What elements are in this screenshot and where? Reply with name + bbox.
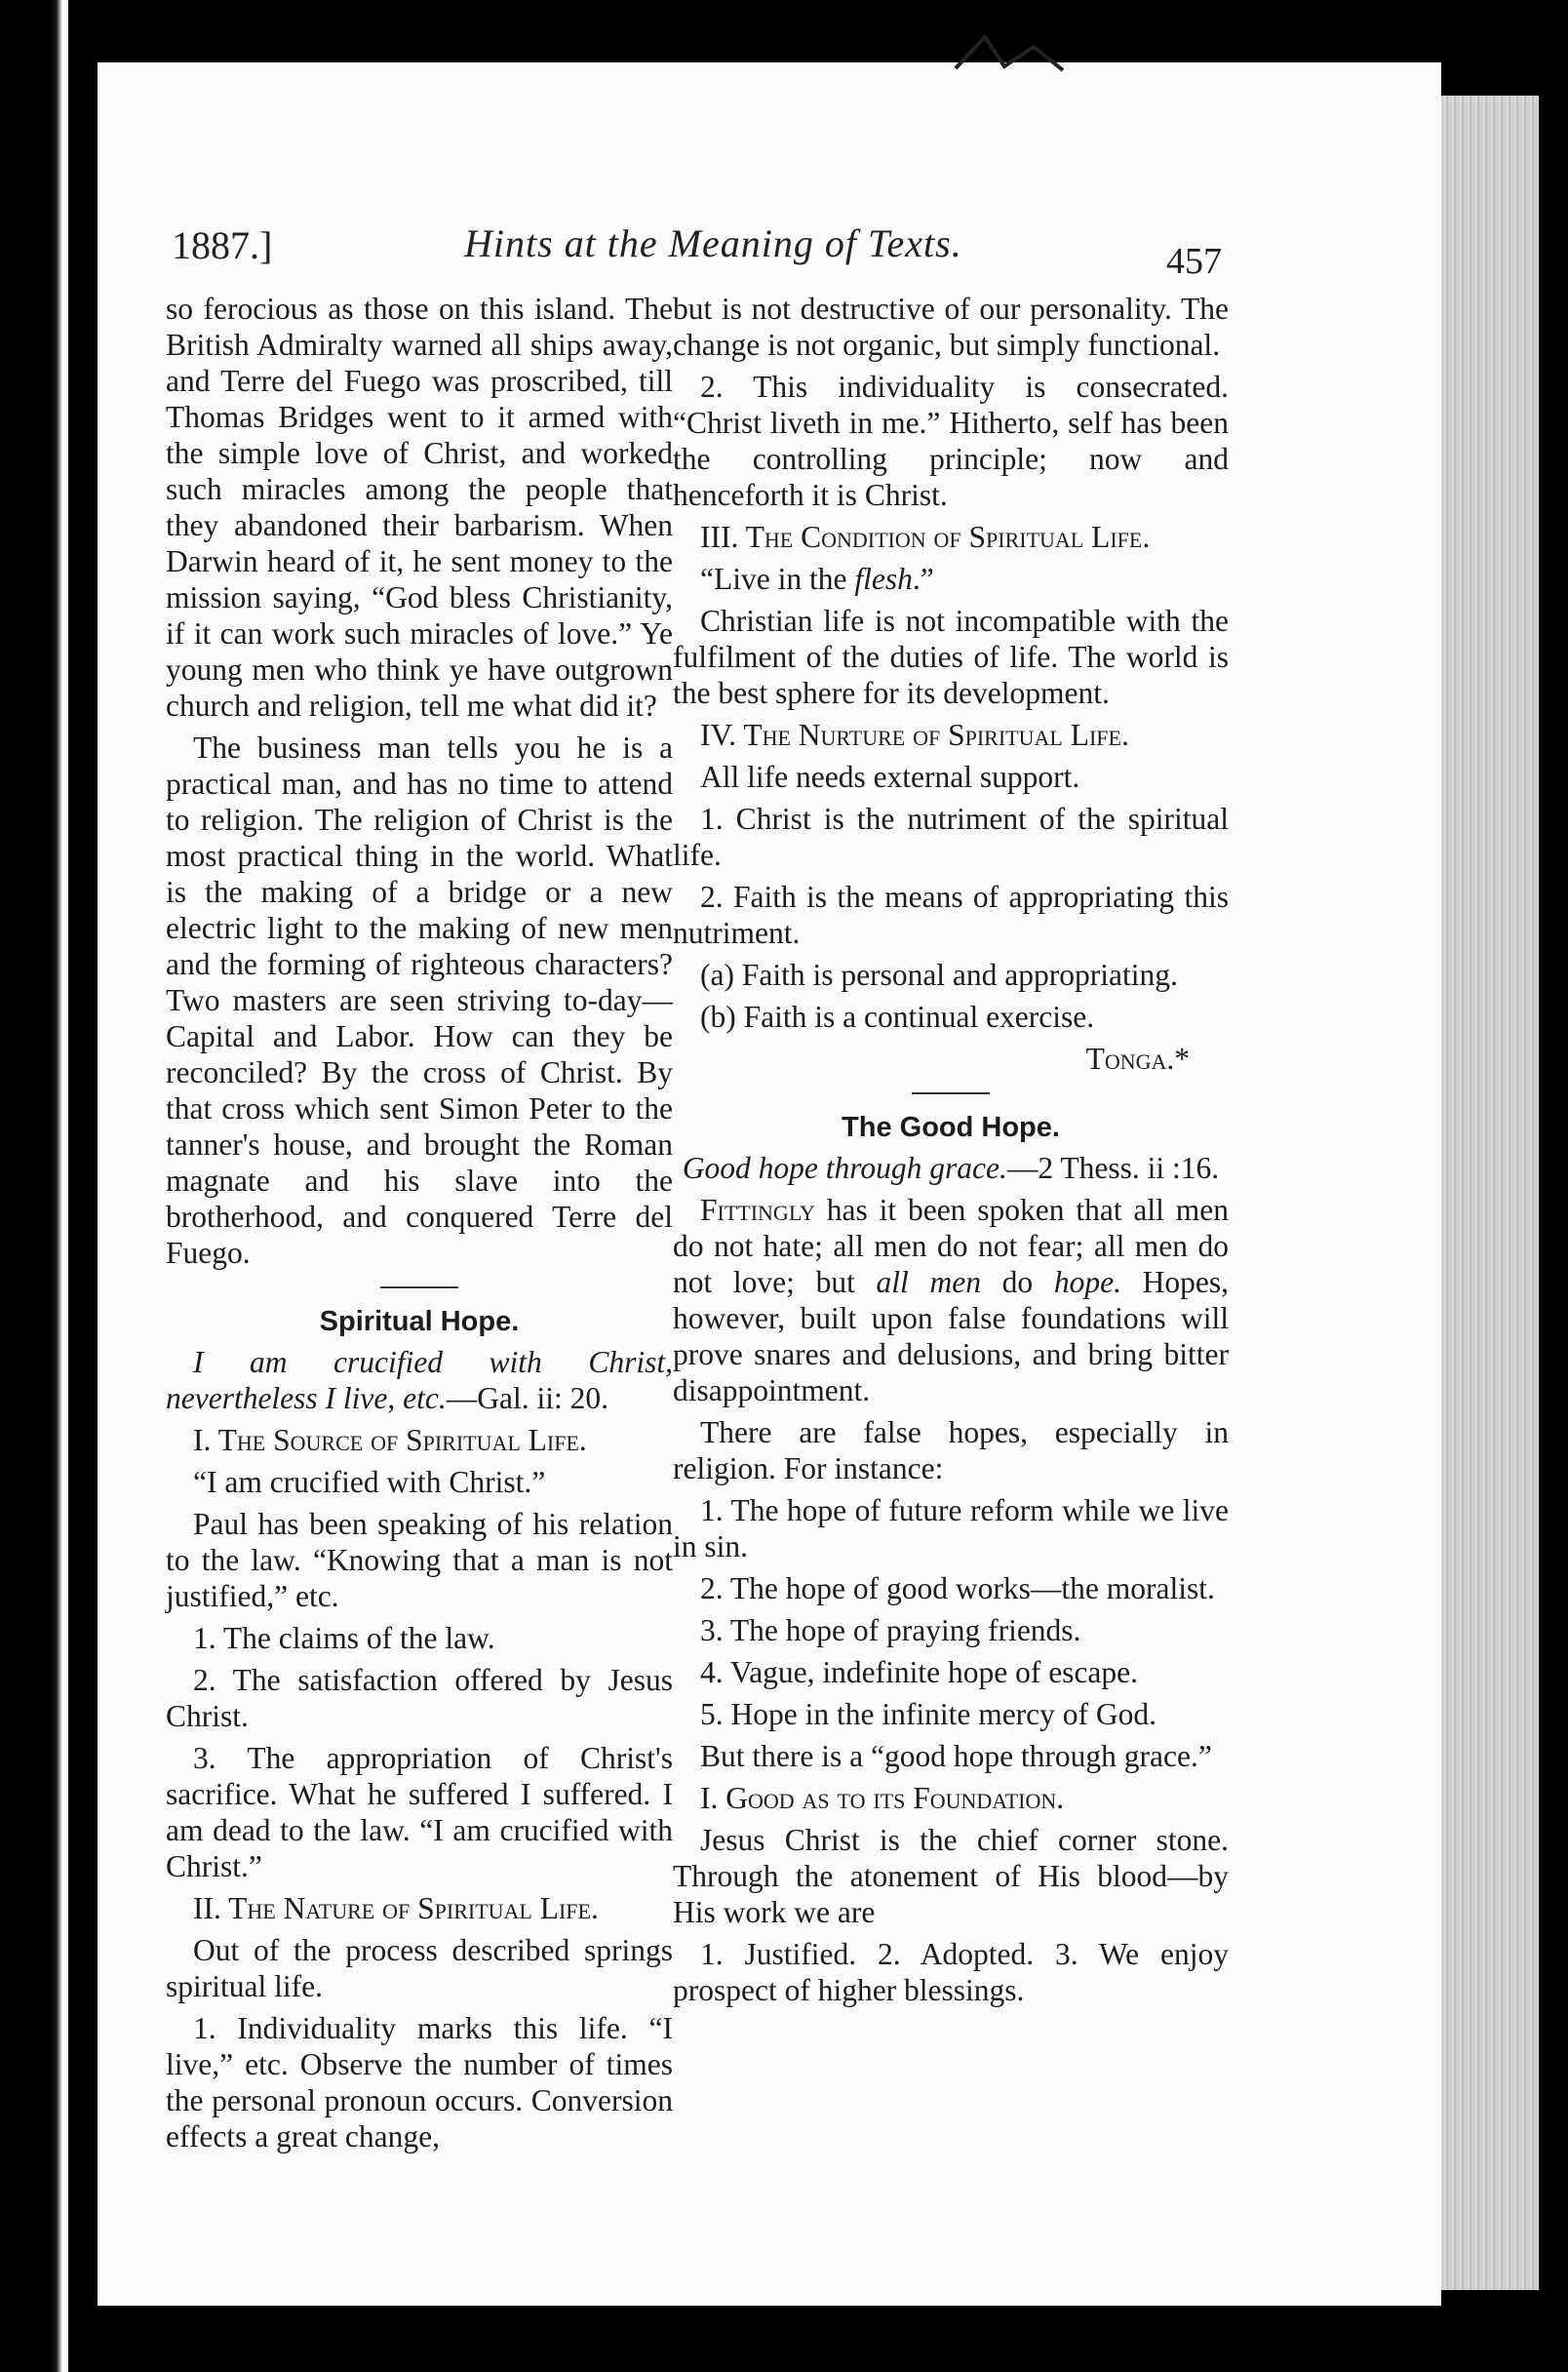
scan-smudge	[946, 29, 1141, 78]
scripture-text: Good hope through grace.	[682, 1151, 1007, 1185]
emphasis: hope.	[1053, 1265, 1121, 1299]
scripture-text: I am crucified with Christ, nevertheless I live, etc.	[166, 1345, 673, 1415]
page-edges	[1441, 96, 1539, 2290]
list-item: 1. Individuality marks this life. “I live,” etc. Observe the number of times the personal pronoun occurs. Conversion effects a great change,	[166, 2011, 673, 2154]
paragraph: but is not destructive of our personality. The change is not organic, but simply functional.	[673, 292, 1229, 362]
quote-start: “Live in the	[700, 562, 855, 596]
page-number: 457	[1166, 241, 1222, 282]
paragraph: The business man tells you he is a practical man, and has no time to attend to religion. The religion of Christ is the most practical thing in the world. What is the making of a bridge or a new electric light to the making of new men and the forming of righteous characters? Two masters are seen striving to-day—Capital and Labor. How can they be reconciled? By the cross of Christ. By that cross which sent Simon Peter to the tanner's house, and brought the Roman magnate and his slave into the brotherhood, and conquered Terre del Fuego.	[166, 731, 673, 1270]
right-column	[673, 291, 1229, 2014]
section-divider	[912, 1092, 990, 1094]
header-year: 1887.]	[172, 223, 273, 267]
list-item: 1. The claims of the law.	[193, 1621, 495, 1655]
running-header	[172, 217, 1244, 285]
paragraph: Out of the process described springs spiritual life.	[166, 1933, 673, 2003]
scripture-reference	[166, 1344, 673, 1416]
paragraph	[673, 1192, 1229, 1408]
quote-line	[673, 561, 1229, 597]
outline-heading: I. Good as to its Foundation.	[700, 1781, 1065, 1815]
paragraph: Jesus Christ is the chief corner stone. Through the atonement of His blood—by His work we are	[673, 1823, 1229, 1929]
left-column	[166, 291, 673, 2160]
emphasis: all men	[876, 1265, 981, 1299]
lead-word: Fittingly	[700, 1193, 815, 1227]
text-run: has it been spoken that all men do not hate; all men do not fear; all men do not love; but	[673, 1193, 1229, 1299]
outline-heading: II. The Nature of Spiritual Life.	[193, 1891, 599, 1925]
scripture-citation: —2 Thess. ii :16.	[1006, 1151, 1220, 1185]
scan-left-margin	[0, 0, 68, 2372]
header-title: Hints at the Meaning of Texts.	[464, 221, 962, 265]
section-title: Spiritual Hope.	[319, 1306, 520, 1337]
list-item: (b) Faith is a continual exercise.	[700, 1000, 1095, 1034]
quote-line: “I am crucified with Christ.”	[193, 1465, 546, 1499]
list-item: 2. The hope of good works—the moralist.	[700, 1571, 1215, 1605]
paragraph: so ferocious as those on this island. The British Admiralty warned all ships away, and Terre del Fuego was proscribed, till Thomas Bridges went to it armed with the simple love of Christ, and worked such miracles among the people that they abandoned their barbarism. When Darwin heard of it, he sent money to the mission saying, “God bless Christianity, if it can work such miracles of love.” Ye young men who think ye have outgrown church and religion, tell me what did it?	[166, 292, 673, 723]
quote-italic: flesh	[854, 562, 913, 596]
scripture-reference	[673, 1150, 1229, 1186]
quote-end: .”	[912, 562, 934, 596]
section-title: The Good Hope.	[842, 1112, 1060, 1143]
list-item: 1. Justified. 2. Adopted. 3. We enjoy prospect of higher blessings.	[673, 1937, 1229, 2007]
list-item: 2. The satisfaction offered by Jesus Christ.	[166, 1663, 673, 1733]
outline-heading: III. The Condition of Spiritual Life.	[700, 520, 1151, 554]
paragraph: But there is a “good hope through grace.”	[700, 1739, 1212, 1773]
section-divider	[380, 1286, 458, 1288]
list-item: 2. Faith is the means of appropriating this nutriment.	[673, 880, 1229, 950]
text-run: do	[980, 1265, 1054, 1299]
list-item: 5. Hope in the infinite mercy of God.	[700, 1697, 1157, 1731]
list-item: 3. The hope of praying friends.	[700, 1613, 1081, 1647]
list-item: 4. Vague, indefinite hope of escape.	[700, 1655, 1139, 1689]
paragraph: There are false hopes, especially in religion. For instance:	[673, 1415, 1229, 1485]
text-run: Hopes, however, built upon false foundations will prove snares and delusions, and bring bitter disappointment.	[673, 1265, 1229, 1407]
list-item: 1. The hope of future reform while we live in sin.	[673, 1493, 1229, 1563]
paragraph: Paul has been speaking of his relation to the law. “Knowing that a man is not justified,” etc.	[166, 1507, 673, 1613]
outline-heading: IV. The Nurture of Spiritual Life.	[700, 718, 1129, 752]
author-signature: Tonga.*	[1085, 1042, 1190, 1076]
paragraph: Christian life is not incompatible with the fulfilment of the duties of life. The world is the best sphere for its development.	[673, 604, 1229, 710]
outline-heading: I. The Source of Spiritual Life.	[193, 1423, 587, 1457]
paragraph: All life needs external support.	[700, 760, 1080, 794]
list-item: 2. This individuality is consecrated. “Christ liveth in me.” Hitherto, self has been the controlling principle; now and henceforth it is Christ.	[673, 370, 1229, 512]
list-item: 3. The appropriation of Christ's sacrifice. What he suffered I suffered. I am dead to the law. “I am crucified with Christ.”	[166, 1741, 673, 1883]
list-item: (a) Faith is personal and appropriating.	[700, 958, 1178, 992]
list-item: 1. Christ is the nutriment of the spiritual life.	[673, 802, 1229, 872]
scripture-citation: —Gal. ii: 20.	[446, 1381, 608, 1415]
